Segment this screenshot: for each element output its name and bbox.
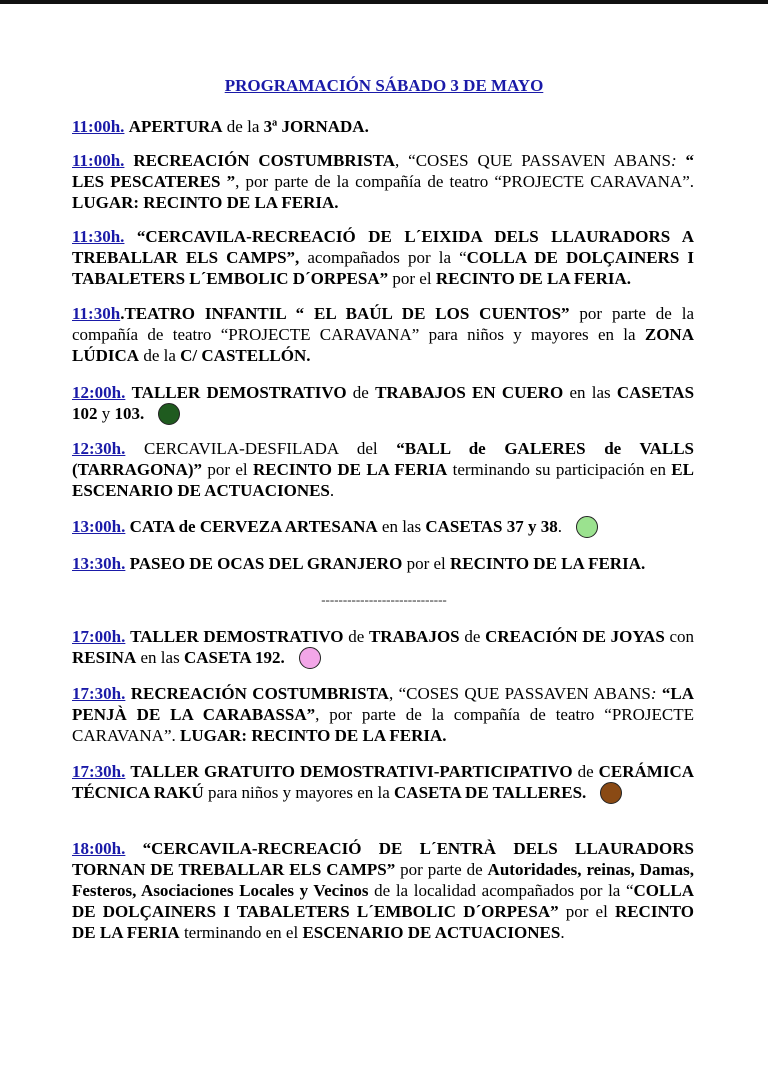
event-text: “LA PENJÀ DE LA CARABASSA” [72, 684, 695, 724]
event-text: CATA de CERVEZA ARTESANA [129, 517, 378, 536]
event-entry-2: 11:00h. RECREACIÓN COSTUMBRISTA, “COSES QUE PASSAVEN ABANS: “ LES PESCATERES ”, por parte de la compañía de teatro “PROJECTE CARAVANA”. LUGAR: RECINTO DE LA FERIA. [72, 151, 695, 212]
event-time: 12:00h. [72, 383, 126, 402]
event-text: C/ CASTELLÓN. [180, 346, 311, 365]
event-entry-5: 12:00h. TALLER DEMOSTRATIVO de TRABAJOS EN CUERO en las CASETAS 102 y 103. [72, 383, 695, 423]
event-entry-1: 11:00h. APERTURA de la 3ª JORNADA. [72, 117, 369, 136]
color-dot-dark-green [158, 403, 180, 425]
event-time: 13:30h. [72, 554, 126, 573]
event-text: ESCENARIO DE ACTUACIONES [302, 923, 561, 942]
event-text: .TEATRO INFANTIL “ EL BAÚL DE LOS CUENTOS” [120, 304, 570, 323]
event-text: CASETA DE TALLERES. [394, 783, 587, 802]
event-text: RESINA [72, 648, 137, 667]
event-time: 11:30h. [72, 227, 125, 246]
event-text: CASETA 192. [183, 648, 285, 667]
event-text: “CERCAVILA-RECREACIÓ DE L´ENTRÀ DELS LLAURADORS TORNAN DE TREBALLAR ELS CAMPS” [72, 839, 694, 879]
event-text: ZONA LÚDICA [72, 325, 694, 365]
event-text: 103. [114, 404, 145, 423]
event-text: : [670, 151, 677, 170]
event-text: APERTURA [128, 117, 223, 136]
event-text: CASETAS 37 y 38 [425, 517, 558, 536]
event-text: “ LES PESCATERES ” [72, 151, 695, 191]
event-text: TALLER GRATUITO DEMOSTRATIVI-PARTICIPATIVO [130, 762, 573, 781]
event-entry-8: 13:30h. PASEO DE OCAS DEL GRANJERO por el RECINTO DE LA FERIA. [72, 554, 646, 573]
event-entry-6: 12:30h. CERCAVILA-DESFILADA del “BALL de GALERES de VALLS (TARRAGONA)” por el RECINTO DE LA FERIA terminando su participación en EL ESCENARIO DE ACTUACIONES. [72, 439, 694, 500]
event-text: RECINTO DE LA FERIA. [450, 554, 646, 573]
event-text: EL ESCENARIO DE ACTUACIONES [72, 460, 694, 500]
event-text: LUGAR: RECINTO DE LA FERIA. [72, 193, 339, 212]
event-text: RECREACIÓN COSTUMBRISTA [130, 684, 389, 703]
event-text: RECINTO DE LA FERIA [72, 902, 694, 942]
event-entry-7: 13:00h. CATA de CERVEZA ARTESANA en las CASETAS 37 y 38. [72, 516, 694, 538]
event-text: : [650, 684, 657, 703]
event-text: TALLER DEMOSTRATIVO [131, 383, 347, 402]
event-time: 11:30h [72, 304, 121, 323]
event-text: RECINTO DE LA FERIA [252, 460, 448, 479]
event-text: TALLER DEMOSTRATIVO [130, 627, 344, 646]
color-dot-pink [299, 647, 321, 669]
event-text: “CERCAVILA-RECREACIÓ DE L´EIXIDA DELS LLAURADORS A TREBALLAR ELS CAMPS”, [72, 227, 694, 267]
event-entry-3: 11:30h. “CERCAVILA-RECREACIÓ DE L´EIXIDA DELS LLAURADORS A TREBALLAR ELS CAMPS”, acompañados por la “COLLA DE DOLÇAINERS I TABALETERS L´EMBOLIC D´ORPESA” por el RECINTO DE LA FERIA. [72, 227, 694, 288]
event-text: PASEO DE OCAS DEL GRANJERO [129, 554, 403, 573]
event-text: COLLA DE DOLÇAINERS I TABALETERS L´EMBOLIC D´ORPESA” [72, 248, 694, 288]
event-time: 17:00h. [72, 627, 126, 646]
event-text: COLLA DE DOLÇAINERS I TABALETERS L´EMBOLIC D´ORPESA” [72, 881, 694, 921]
event-entry-10: 17:30h. RECREACIÓN COSTUMBRISTA, “COSES QUE PASSAVEN ABANS: “LA PENJÀ DE LA CARABASSA”, por parte de la compañía de teatro “PROJECTE CARAVANA”. LUGAR: RECINTO DE LA FERIA. [72, 684, 695, 745]
page-title: PROGRAMACIÓN SÁBADO 3 DE MAYO [224, 76, 544, 95]
event-text: Autoridades, reinas, Damas, Festeros, Asociaciones Locales y Vecinos [72, 860, 694, 900]
event-text: “BALL de GALERES de VALLS (TARRAGONA)” [72, 439, 694, 479]
event-entry-9: 17:00h. TALLER DEMOSTRATIVO de TRABAJOS de CREACIÓN DE JOYAS con RESINA en las CASETA 192. [72, 627, 695, 667]
event-time: 17:30h. [72, 762, 126, 781]
event-text: CERÁMICA TÉCNICA RAKÚ [72, 762, 695, 802]
separator: ----------------------------- [321, 592, 447, 607]
event-entry-4: 11:30h.TEATRO INFANTIL “ EL BAÚL DE LOS CUENTOS” por parte de la compañía de teatro “PROJECTE CARAVANA” para niños y mayores en la ZONA LÚDICA de la C/ CASTELLÓN. [72, 304, 694, 365]
event-text: LUGAR: RECINTO DE LA FERIA. [180, 726, 447, 745]
event-time: 11:00h. [72, 151, 125, 170]
color-dot-brown [600, 782, 622, 804]
event-time: 12:30h. [72, 439, 126, 458]
event-text: CASETAS 102 [72, 383, 695, 423]
event-text: CREACIÓN DE JOYAS [485, 627, 665, 646]
event-time: 13:00h. [72, 517, 126, 536]
event-time: 11:00h. [72, 117, 125, 136]
event-text: 3ª JORNADA. [263, 117, 369, 136]
event-entry-11: 17:30h. TALLER GRATUITO DEMOSTRATIVI-PARTICIPATIVO de CERÁMICA TÉCNICA RAKÚ para niños y mayores en la CASETA DE TALLERES. [72, 762, 695, 802]
event-text: RECINTO DE LA FERIA. [435, 269, 632, 288]
color-dot-light-green [576, 516, 598, 538]
event-text: TRABAJOS [368, 627, 460, 646]
event-text: RECREACIÓN COSTUMBRISTA [133, 151, 396, 170]
event-text: TRABAJOS EN CUERO [375, 383, 564, 402]
event-time: 18:00h. [72, 839, 126, 858]
event-entry-12: 18:00h. “CERCAVILA-RECREACIÓ DE L´ENTRÀ DELS LLAURADORS TORNAN DE TREBALLAR ELS CAMPS” por parte de Autoridades, reinas, Damas, Festeros, Asociaciones Locales y Vecinos de la localidad acompañados por la “COLLA DE DOLÇAINERS I TABALETERS L´EMBOLIC D´ORPESA” por el RECINTO DE LA FERIA terminando en el ESCENARIO DE ACTUACIONES. [72, 839, 694, 942]
top-border [0, 0, 768, 4]
event-time: 17:30h. [72, 684, 126, 703]
